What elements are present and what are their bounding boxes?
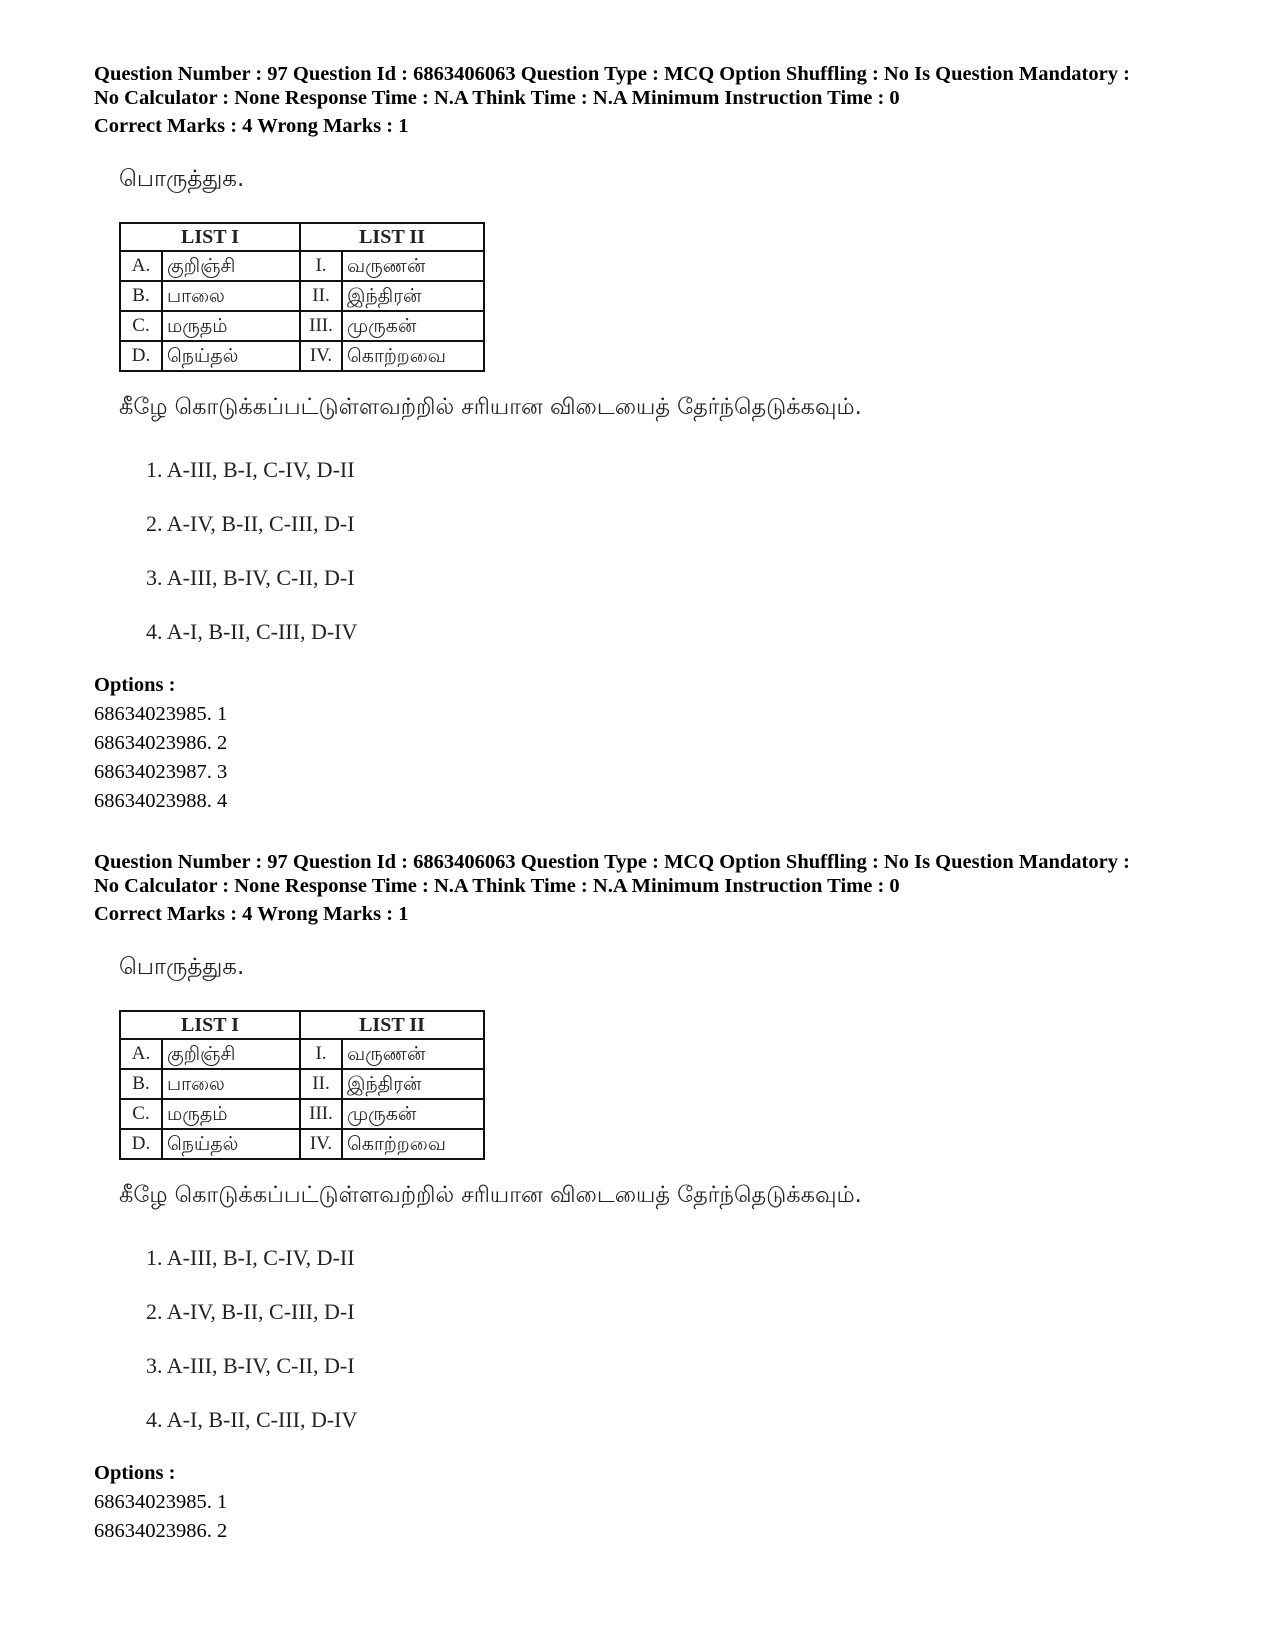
list2-key: IV.: [300, 341, 342, 371]
list1-value: நெய்தல்: [162, 341, 300, 371]
list1-value: மருதம்: [162, 1099, 300, 1129]
match-table-header: [120, 223, 484, 251]
list1-value: பாலை: [162, 281, 300, 311]
table-row: [120, 311, 484, 341]
list1-value: குறிஞ்சி: [162, 251, 300, 281]
match-table: [119, 1010, 485, 1160]
answer-choice-2: 2. A-IV, B-II, C-III, D-I: [146, 511, 355, 536]
options-label: Options :: [94, 1462, 176, 1484]
marks-line: Correct Marks : 4 Wrong Marks : 1: [94, 115, 409, 137]
list2-value: கொற்றவை: [342, 1129, 484, 1159]
list2-key: II.: [300, 1069, 342, 1099]
table-row: [120, 341, 484, 371]
list1-value: மருதம்: [162, 311, 300, 341]
option-id: 68634023985. 1: [94, 1491, 228, 1513]
question-meta: [94, 62, 1224, 110]
list1-value: குறிஞ்சி: [162, 1039, 300, 1069]
question-instruction: கீழே கொடுக்கப்பட்டுள்ளவற்றில் சரியான விடையைத் தேர்ந்தெடுக்கவும்.: [119, 1182, 862, 1208]
table-row: [120, 1099, 484, 1129]
match-table-header: [120, 1011, 484, 1039]
answer-choice-3: 3. A-III, B-IV, C-II, D-I: [146, 565, 355, 590]
list1-key: A.: [120, 1039, 162, 1069]
table-row: [120, 1039, 484, 1069]
list2-key: III.: [300, 311, 342, 341]
answer-choice-1: 1. A-III, B-I, C-IV, D-II: [146, 457, 355, 482]
question-meta-line-1: Question Number : 97 Question Id : 6863406063 Question Type : MCQ Option Shuffling : No Is Question Mandatory :: [94, 851, 1130, 873]
list1-value: பாலை: [162, 1069, 300, 1099]
list2-value: வருணன்: [342, 251, 484, 281]
list2-key: II.: [300, 281, 342, 311]
question-prompt: பொருத்துக.: [119, 166, 245, 192]
list2-key: I.: [300, 251, 342, 281]
question-instruction: கீழே கொடுக்கப்பட்டுள்ளவற்றில் சரியான விடையைத் தேர்ந்தெடுக்கவும்.: [119, 394, 862, 420]
answer-choice-2: 2. A-IV, B-II, C-III, D-I: [146, 1299, 355, 1324]
marks-line: Correct Marks : 4 Wrong Marks : 1: [94, 903, 409, 925]
options-label: Options :: [94, 674, 176, 696]
list1-key: D.: [120, 341, 162, 371]
list2-key: IV.: [300, 1129, 342, 1159]
option-id: 68634023988. 4: [94, 790, 228, 812]
list2-value: இந்திரன்: [342, 1069, 484, 1099]
table-row: [120, 281, 484, 311]
option-id: 68634023986. 2: [94, 1520, 228, 1542]
list1-key: A.: [120, 251, 162, 281]
list1-key: D.: [120, 1129, 162, 1159]
question-meta-line-2: No Calculator : None Response Time : N.A Think Time : N.A Minimum Instruction Time : 0: [94, 875, 900, 897]
list1-value: நெய்தல்: [162, 1129, 300, 1159]
list2-header: LIST II: [300, 1011, 484, 1039]
match-table: [119, 222, 485, 372]
table-row: [120, 1129, 484, 1159]
list2-key: III.: [300, 1099, 342, 1129]
question-prompt: பொருத்துக.: [119, 954, 245, 980]
list2-value: வருணன்: [342, 1039, 484, 1069]
table-row: [120, 1069, 484, 1099]
list1-key: C.: [120, 311, 162, 341]
list2-value: கொற்றவை: [342, 341, 484, 371]
list1-header: LIST I: [120, 223, 300, 251]
answer-choice-3: 3. A-III, B-IV, C-II, D-I: [146, 1353, 355, 1378]
list2-value: முருகன்: [342, 1099, 484, 1129]
answer-choice-4: 4. A-I, B-II, C-III, D-IV: [146, 619, 358, 644]
list1-key: B.: [120, 1069, 162, 1099]
question-meta-line-2: No Calculator : None Response Time : N.A Think Time : N.A Minimum Instruction Time : 0: [94, 87, 900, 109]
list1-header: LIST I: [120, 1011, 300, 1039]
list1-key: B.: [120, 281, 162, 311]
answer-choice-4: 4. A-I, B-II, C-III, D-IV: [146, 1407, 358, 1432]
list2-key: I.: [300, 1039, 342, 1069]
answer-choice-1: 1. A-III, B-I, C-IV, D-II: [146, 1245, 355, 1270]
option-id: 68634023987. 3: [94, 761, 228, 783]
table-row: [120, 251, 484, 281]
list2-value: இந்திரன்: [342, 281, 484, 311]
list1-key: C.: [120, 1099, 162, 1129]
question-meta-line-1: Question Number : 97 Question Id : 6863406063 Question Type : MCQ Option Shuffling : No Is Question Mandatory :: [94, 63, 1130, 85]
option-id: 68634023986. 2: [94, 732, 228, 754]
option-id: 68634023985. 1: [94, 703, 228, 725]
list2-header: LIST II: [300, 223, 484, 251]
list2-value: முருகன்: [342, 311, 484, 341]
question-meta: [94, 850, 1224, 898]
